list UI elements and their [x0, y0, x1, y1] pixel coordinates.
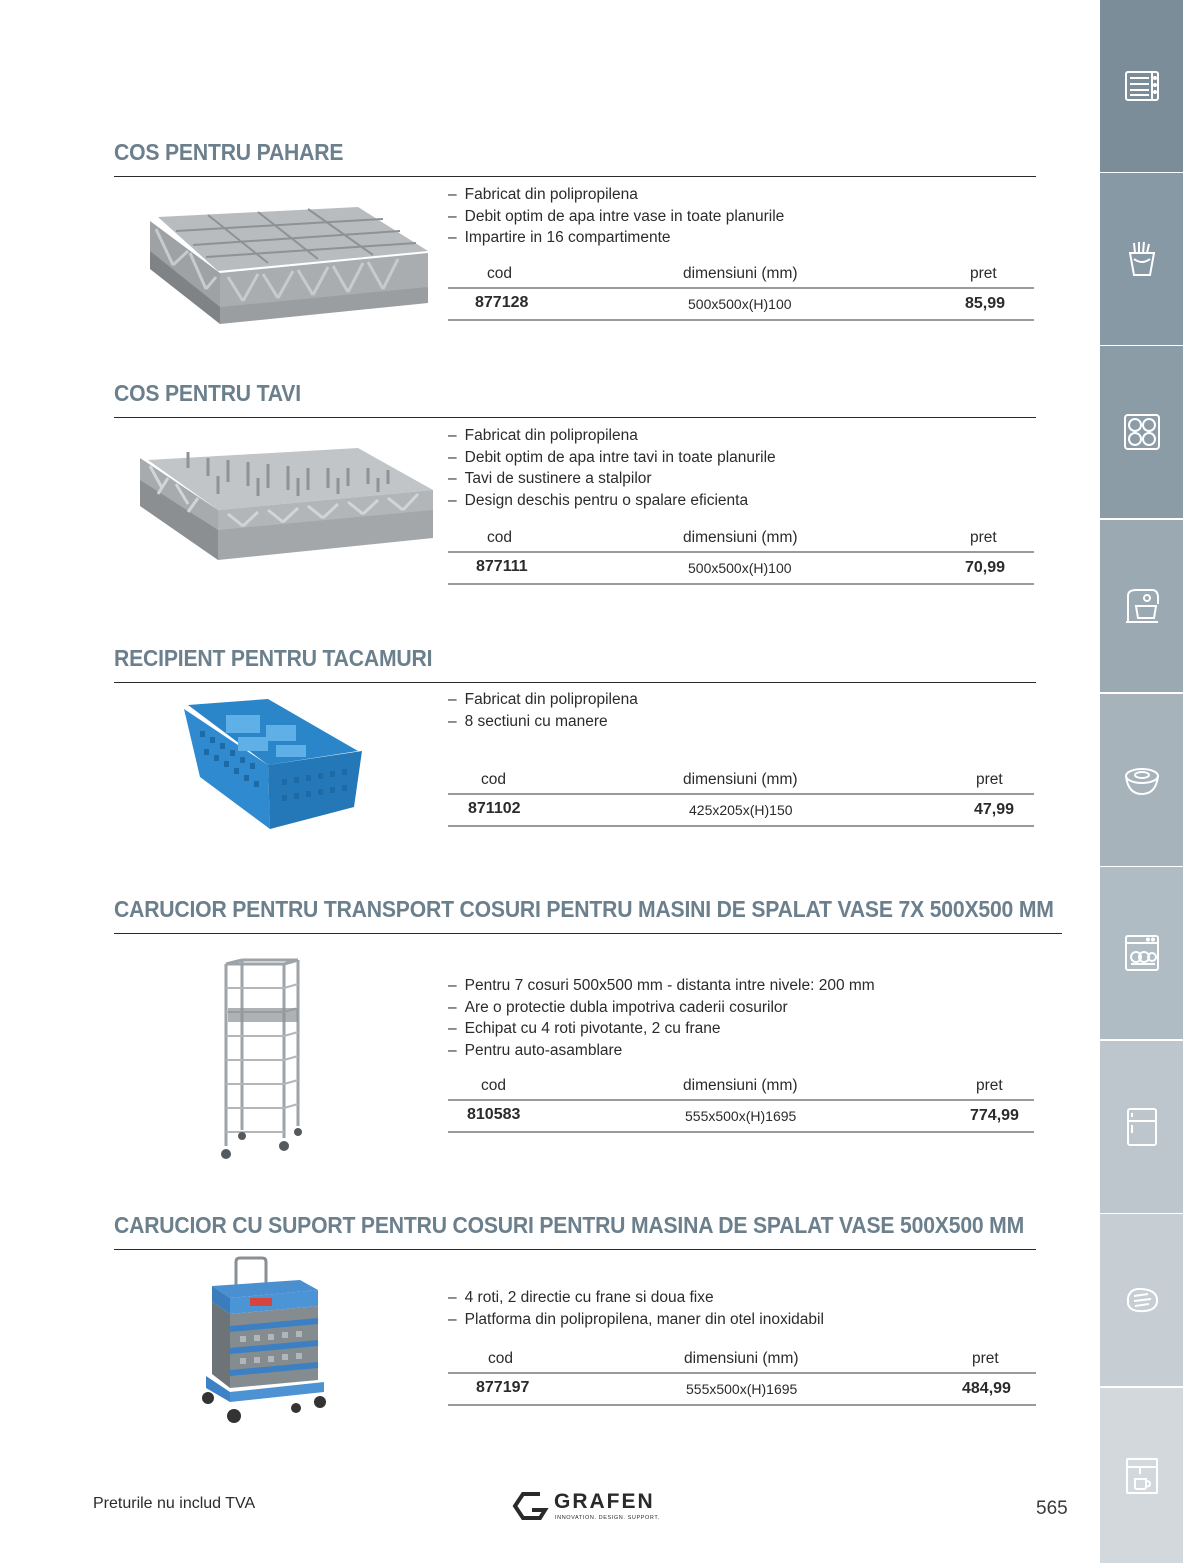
header-dimensiuni: dimensiuni (mm) — [684, 1350, 799, 1367]
cooktop-icon — [1122, 412, 1162, 452]
feature-item: – Platforma din polipropilena, maner din otel inoxidabil — [448, 1309, 824, 1331]
feature-item: – Fabricat din polipropilena — [448, 689, 638, 711]
coffee-machine-icon — [1122, 1456, 1162, 1496]
table-rule — [448, 319, 1034, 321]
header-cod: cod — [481, 771, 506, 788]
table-rule — [448, 1404, 1036, 1406]
title-divider — [114, 176, 1036, 177]
sidebar-tab-coffee[interactable] — [1100, 1388, 1183, 1563]
feature-item: – 8 sectiuni cu manere — [448, 711, 638, 733]
steak-icon — [1122, 1280, 1162, 1320]
vat-note: Preturile nu includ TVA — [93, 1495, 256, 1512]
header-cod: cod — [487, 529, 512, 546]
product-price: 85,99 — [965, 295, 1006, 312]
product-section — [114, 896, 1054, 1171]
product-title: CARUCIOR CU SUPORT PENTRU COSURI PENTRU MASINA DE SPALAT VASE 500X500 MM — [114, 1212, 1025, 1238]
feature-list — [448, 1287, 824, 1330]
mixer-icon — [1122, 586, 1162, 626]
product-dimensions: 555x500x(H)1695 — [686, 1381, 798, 1397]
sidebar-tab-bowls[interactable] — [1100, 694, 1183, 866]
feature-item: – Design deschis pentru o spalare eficienta — [448, 490, 776, 512]
dishwasher-icon — [1122, 933, 1162, 973]
title-divider — [114, 682, 1036, 683]
header-pret: pret — [976, 1077, 1003, 1094]
blue-cutlery-basket-image — [178, 695, 368, 830]
spec-table-header — [448, 529, 1034, 551]
spec-table-header — [448, 1350, 1036, 1372]
fries-icon — [1122, 239, 1162, 279]
grey-glass-rack-image — [128, 189, 438, 324]
product-section — [114, 380, 1038, 590]
header-dimensiuni: dimensiuni (mm) — [683, 529, 798, 546]
title-divider — [114, 417, 1036, 418]
header-cod: cod — [487, 265, 512, 282]
table-row — [448, 795, 1034, 825]
product-price: 484,99 — [962, 1380, 1011, 1397]
feature-list — [448, 975, 875, 1061]
logo-wordmark: GRAFEN — [554, 1490, 655, 1513]
product-section — [114, 645, 1038, 845]
grafen-logo — [512, 1488, 662, 1526]
sidebar-tab-mixers[interactable] — [1100, 520, 1183, 692]
table-row — [448, 1374, 1036, 1404]
feature-item: – Tavi de sustinere a stalpilor — [448, 468, 776, 490]
feature-item: – Debit optim de apa intre vase in toate planurile — [448, 206, 784, 228]
feature-list — [448, 425, 776, 511]
header-dimensiuni: dimensiuni (mm) — [683, 1077, 798, 1094]
product-title: RECIPIENT PENTRU TACAMURI — [114, 645, 433, 671]
sidebar-tab-dishwashers[interactable] — [1100, 867, 1183, 1039]
product-section — [114, 1212, 1038, 1444]
sidebar-tab-refrigerators[interactable] — [1100, 1041, 1183, 1213]
feature-item: – Are o protectie dubla impotriva caderii cosurilor — [448, 997, 875, 1019]
product-dimensions: 500x500x(H)100 — [688, 560, 792, 576]
header-pret: pret — [970, 265, 997, 282]
title-divider — [114, 933, 1062, 934]
spec-table-header — [448, 265, 1034, 287]
feature-item: – Fabricat din polipropilena — [448, 184, 784, 206]
header-dimensiuni: dimensiuni (mm) — [683, 265, 798, 282]
sidebar-tab-ovens[interactable] — [1100, 0, 1183, 172]
feature-item: – Debit optim de apa intre tavi in toate planurile — [448, 447, 776, 469]
product-code: 877111 — [476, 558, 528, 575]
product-title: COS PENTRU TAVI — [114, 380, 301, 406]
title-divider — [114, 1249, 1036, 1250]
spec-table — [448, 1350, 1036, 1406]
spec-table-header — [448, 771, 1034, 793]
fridge-icon — [1122, 1107, 1162, 1147]
feature-item: – Fabricat din polipropilena — [448, 425, 776, 447]
header-dimensiuni: dimensiuni (mm) — [683, 771, 798, 788]
spec-table — [448, 529, 1034, 585]
product-dimensions: 500x500x(H)100 — [688, 296, 792, 312]
feature-item: – Pentru 7 cosuri 500x500 mm - distanta intre nivele: 200 mm — [448, 975, 875, 997]
product-code: 877128 — [475, 294, 529, 311]
header-pret: pret — [970, 529, 997, 546]
product-dimensions: 555x500x(H)1695 — [685, 1108, 797, 1124]
table-rule — [448, 1131, 1034, 1133]
sidebar-tab-cooktops[interactable] — [1100, 346, 1183, 518]
product-title: CARUCIOR PENTRU TRANSPORT COSURI PENTRU MASINI DE SPALAT VASE 7X 500X500 MM — [114, 896, 1054, 922]
product-dimensions: 425x205x(H)150 — [689, 802, 793, 818]
category-sidebar — [1100, 0, 1183, 1563]
page-number: 565 — [1036, 1498, 1068, 1519]
grafen-mark-icon — [512, 1488, 550, 1524]
grey-plate-rack-image — [128, 430, 438, 562]
product-section — [114, 139, 1038, 329]
sidebar-tab-grills[interactable] — [1100, 1214, 1183, 1386]
product-code: 871102 — [468, 800, 521, 817]
oven-icon — [1122, 66, 1162, 106]
header-pret: pret — [972, 1350, 999, 1367]
product-title: COS PENTRU PAHARE — [114, 139, 344, 165]
product-code: 810583 — [467, 1106, 521, 1123]
product-price: 70,99 — [965, 559, 1006, 576]
table-row — [448, 289, 1034, 319]
feature-list — [448, 184, 784, 249]
product-price: 774,99 — [970, 1107, 1019, 1124]
spec-table — [448, 265, 1034, 321]
header-cod: cod — [488, 1350, 513, 1367]
feature-item: – 4 roti, 2 directie cu frane si doua fixe — [448, 1287, 824, 1309]
header-cod: cod — [481, 1077, 506, 1094]
sidebar-tab-fryers[interactable] — [1100, 173, 1183, 345]
table-row — [448, 553, 1034, 583]
spec-table — [448, 771, 1034, 827]
table-rule — [448, 583, 1034, 585]
spec-table-header — [448, 1077, 1034, 1099]
bowl-icon — [1122, 760, 1162, 800]
feature-list — [448, 689, 638, 732]
spec-table — [448, 1077, 1034, 1133]
steel-rack-trolley-image — [214, 956, 309, 1166]
logo-tagline: INNOVATION. DESIGN. SUPPORT. — [555, 1515, 660, 1521]
header-pret: pret — [976, 771, 1003, 788]
basket-dolly-trolley-image — [200, 1256, 330, 1436]
product-price: 47,99 — [974, 801, 1015, 818]
feature-item: – Echipat cu 4 roti pivotante, 2 cu frane — [448, 1018, 875, 1040]
table-rule — [448, 825, 1034, 827]
feature-item: – Impartire in 16 compartimente — [448, 227, 784, 249]
feature-item: – Pentru auto-asamblare — [448, 1040, 875, 1062]
table-row — [448, 1101, 1034, 1131]
product-code: 877197 — [476, 1379, 530, 1396]
